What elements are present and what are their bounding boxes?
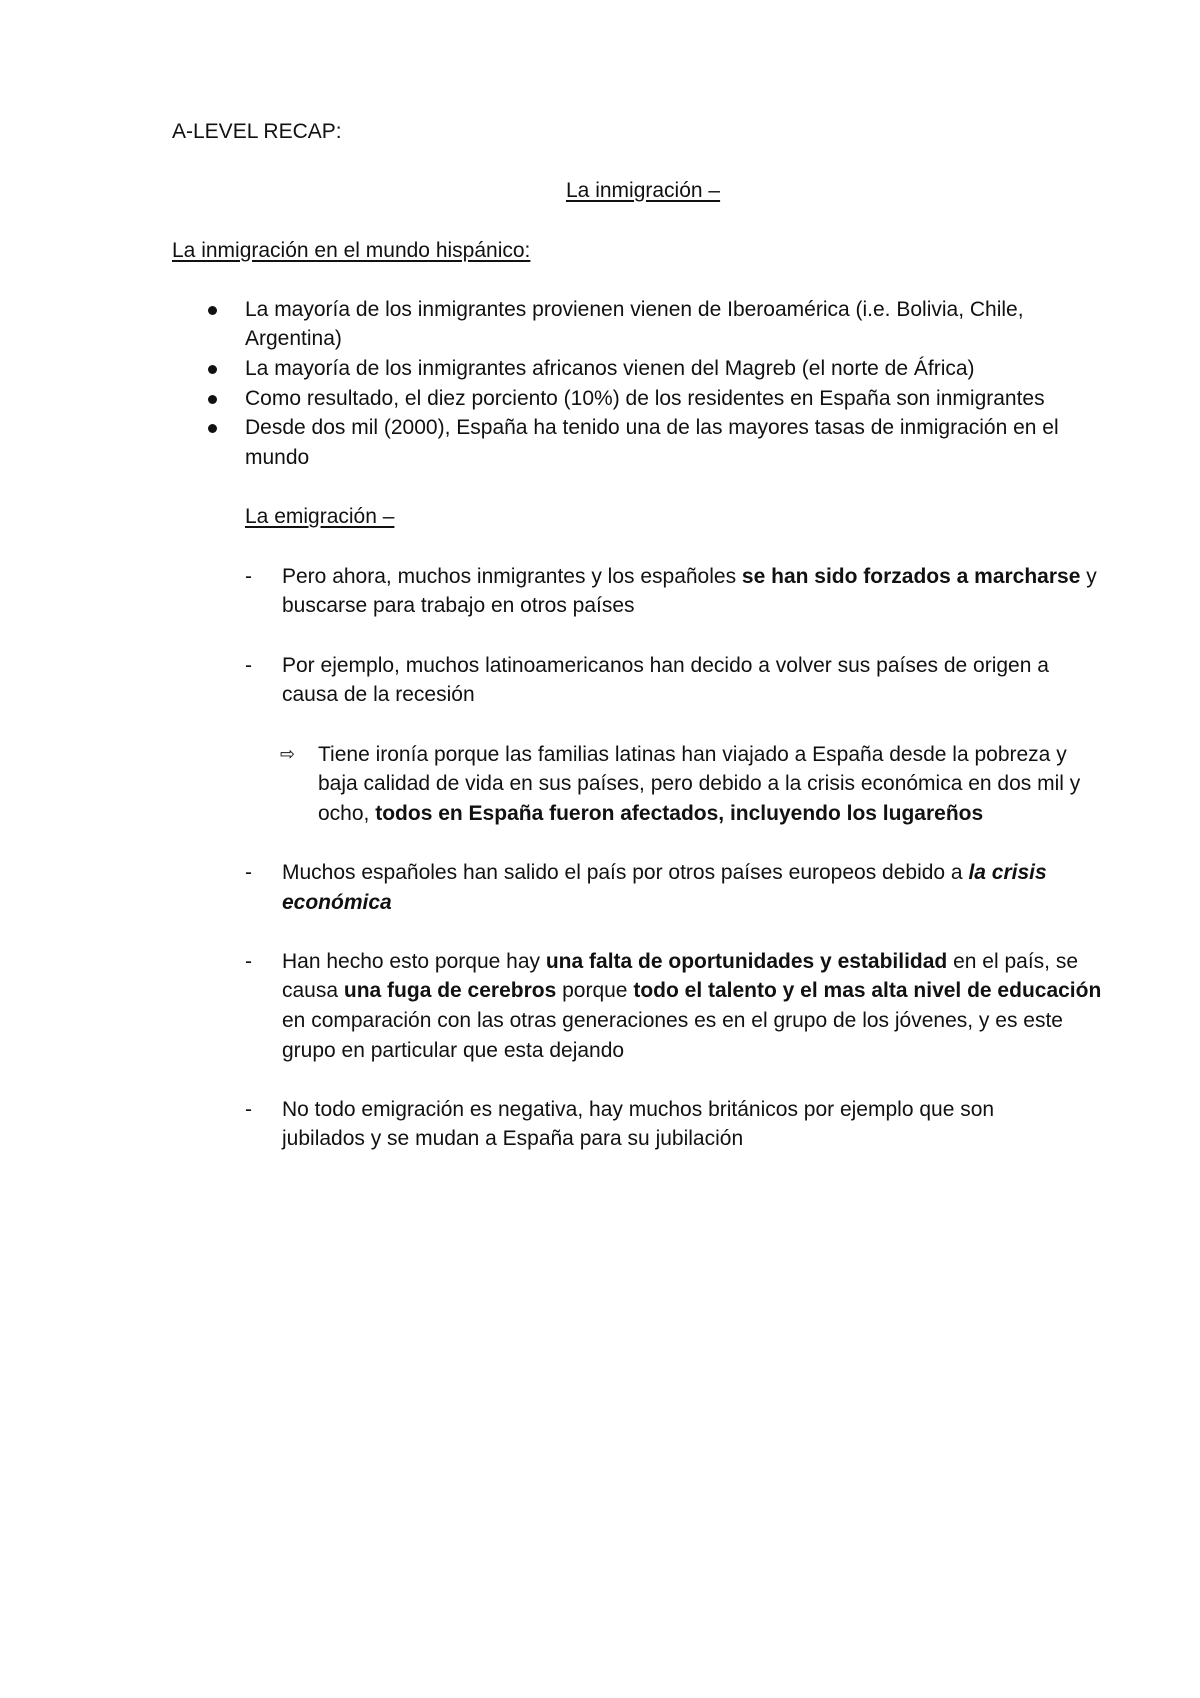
- dash-marker: -: [245, 950, 252, 973]
- emigration-item-3-line-2: económica: [282, 891, 392, 914]
- bullet-text: La mayoría de los inmigrantes africanos vienen del Magreb (el norte de África): [245, 357, 975, 380]
- recap-label: A-LEVEL RECAP:: [172, 120, 342, 143]
- sub-item-line-2: baja calidad de vida en sus países, pero debido a la crisis económica en dos mil y: [318, 772, 1081, 795]
- text-run: Han hecho esto porque hay: [282, 950, 546, 973]
- immigration-heading: La inmigración en el mundo hispánico:: [172, 239, 531, 262]
- bullet-text: Como resultado, el diez porciento (10%) de los residentes en España son inmigrantes: [245, 387, 1045, 410]
- text-run: ocho,: [318, 802, 376, 825]
- text-run-bold: todo el talento y el mas alta nivel de educación: [633, 979, 1102, 1002]
- dash-marker: -: [245, 565, 252, 588]
- emigration-item-5: No todo emigración es negativa, hay muchos británicos por ejemplo que son: [282, 1098, 995, 1121]
- emigration-item-3: [282, 858, 1047, 888]
- emigration-item-2: Por ejemplo, muchos latinoamericanos han decido a volver sus países de origen a: [282, 654, 1049, 677]
- text-run: causa: [282, 979, 344, 1002]
- emigration-item-2-line-2: causa de la recesión: [282, 683, 475, 706]
- bullet-text: Desde dos mil (2000), España ha tenido una de las mayores tasas de inmigración en el: [245, 416, 1059, 439]
- page-title: La inmigración –: [566, 179, 721, 202]
- bullet-dot: [208, 306, 217, 315]
- dash-marker: -: [245, 654, 252, 677]
- emigration-item-4-line-4: grupo en particular que esta dejando: [282, 1039, 625, 1062]
- text-run-bold: una fuga de cerebros: [343, 979, 557, 1002]
- emigration-item-1: [282, 562, 1097, 592]
- text-run: Pero ahora, muchos inmigrantes y los españoles: [282, 565, 742, 588]
- text-run: y: [1080, 565, 1097, 588]
- text-run-bold: todos en España fueron afectados, incluyendo los lugareños: [375, 802, 984, 825]
- text-run: en el país, se: [947, 950, 1079, 973]
- emigration-item-1-line-2: buscarse para trabajo en otros países: [282, 594, 635, 617]
- sub-item-line-3: [318, 799, 983, 829]
- emigration-heading: La emigración –: [245, 505, 395, 528]
- bullet-text: La mayoría de los inmigrantes provienen vienen de Iberoamérica (i.e. Bolivia, Chile,: [245, 298, 1024, 321]
- bullet-dot: [208, 365, 217, 374]
- text-run-bold-italic: la crisis: [968, 861, 1047, 884]
- bullet-dot: [208, 395, 217, 404]
- emigration-item-5-line-2: jubilados y se mudan a España para su jubilación: [282, 1127, 744, 1150]
- bullet-text: mundo: [245, 446, 310, 469]
- emigration-item-4: [282, 947, 1078, 977]
- text-run-bold: una falta de oportunidades y estabilidad: [545, 950, 948, 973]
- text-run: porque: [556, 979, 634, 1002]
- arrow-icon: ⇨: [280, 744, 296, 765]
- emigration-item-4-line-3: en comparación con las otras generaciones es en el grupo de los jóvenes, y es este: [282, 1009, 1063, 1032]
- dash-marker: -: [245, 1098, 252, 1121]
- text-run: Muchos españoles han salido el país por otros países europeos debido a: [282, 861, 969, 884]
- sub-item-line-1: Tiene ironía porque las familias latinas han viajado a España desde la pobreza y: [318, 743, 1067, 766]
- text-run-bold: se han sido forzados a marcharse: [741, 565, 1081, 588]
- bullet-dot: [208, 424, 217, 433]
- dash-marker: -: [245, 861, 252, 884]
- bullet-text: Argentina): [245, 327, 342, 350]
- emigration-item-4-line-2: [282, 976, 1101, 1006]
